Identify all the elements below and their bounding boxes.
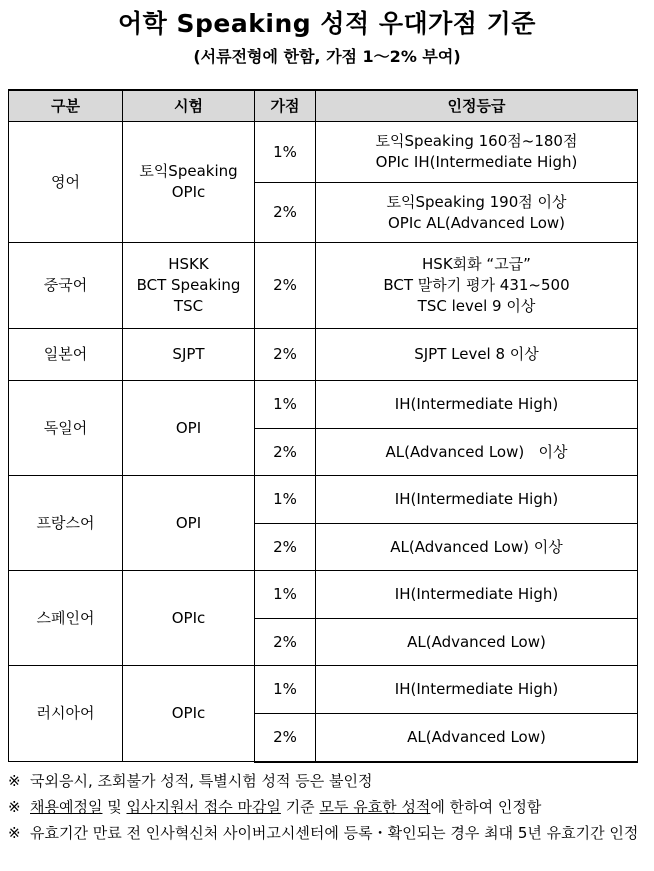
grade-japanese: SJPT Level 8 이상 xyxy=(316,329,638,381)
exam-line: TSC xyxy=(173,297,204,315)
lang-chinese: 중국어 xyxy=(9,243,123,329)
grade-russian-1: IH(Intermediate High) xyxy=(316,666,638,714)
table-row-english-1 xyxy=(9,122,638,183)
lang-japanese: 일본어 xyxy=(9,329,123,381)
table-row-german-1 xyxy=(9,381,638,429)
lang-english: 영어 xyxy=(9,122,123,243)
points-english-2: 2% xyxy=(255,183,316,243)
note-3-text: 유효기간 만료 전 인사혁신처 사이버고시센터에 등록・확인되는 경우 최대 5년 유효기간 인정 xyxy=(30,824,639,842)
header-exam: 시험 xyxy=(123,90,255,122)
grade-line: 토익Speaking 190점 이상 xyxy=(386,192,567,211)
header-grade: 인정등급 xyxy=(316,90,638,122)
points-german-1: 1% xyxy=(255,381,316,429)
points-french-1: 1% xyxy=(255,476,316,524)
grade-spanish-1: IH(Intermediate High) xyxy=(316,571,638,619)
exam-english-opic: OPIc xyxy=(171,183,206,201)
criteria-table xyxy=(8,89,638,763)
exam-line: HSKK xyxy=(168,255,209,273)
table-row-russian-1 xyxy=(9,666,638,714)
points-russian-2: 2% xyxy=(255,714,316,762)
header-points: 가점 xyxy=(255,90,316,122)
grade-french-1: IH(Intermediate High) xyxy=(316,476,638,524)
note-mark: ※ xyxy=(8,824,21,842)
exam-russian: OPIc xyxy=(123,666,255,762)
note-2 xyxy=(8,794,648,820)
exam-japanese: SJPT xyxy=(123,329,255,381)
table-row-spanish-1 xyxy=(9,571,638,619)
points-chinese: 2% xyxy=(255,243,316,329)
exam-english xyxy=(123,122,255,243)
grade-english-1 xyxy=(316,122,638,183)
note-2-t2: 기준 xyxy=(280,798,320,816)
grade-french-2: AL(Advanced Low) 이상 xyxy=(316,524,638,571)
notes xyxy=(8,768,648,846)
note-2-t1: 및 xyxy=(102,798,127,816)
exam-chinese xyxy=(123,243,255,329)
grade-english-2 xyxy=(316,183,638,243)
grade-chinese xyxy=(316,243,638,329)
note-3 xyxy=(8,820,648,846)
page-subtitle: (서류전형에 한함, 가점 1～2% 부여) xyxy=(193,47,461,66)
points-russian-1: 1% xyxy=(255,666,316,714)
lang-russian: 러시아어 xyxy=(9,666,123,762)
points-french-2: 2% xyxy=(255,524,316,571)
points-spanish-1: 1% xyxy=(255,571,316,619)
grade-line: TSC level 9 이상 xyxy=(417,297,536,315)
note-2-valid: 모두 유효한 성적 xyxy=(319,798,431,816)
points-english-1: 1% xyxy=(255,122,316,183)
table-header-row xyxy=(9,90,638,122)
note-mark: ※ xyxy=(8,798,21,816)
exam-french: OPI xyxy=(123,476,255,571)
lang-french: 프랑스어 xyxy=(9,476,123,571)
grade-russian-2: AL(Advanced Low) xyxy=(316,714,638,762)
exam-english-toeic: 토익Speaking xyxy=(139,162,238,180)
exam-line: BCT Speaking xyxy=(136,276,241,294)
points-spanish-2: 2% xyxy=(255,619,316,666)
page-title: 어학 Speaking 성적 우대가점 기준 xyxy=(118,9,536,38)
points-japanese: 2% xyxy=(255,329,316,381)
note-2-date2: 입사지원서 접수 마감일 xyxy=(126,798,281,816)
grade-spanish-2: AL(Advanced Low) xyxy=(316,619,638,666)
grade-german-2: AL(Advanced Low) 이상 xyxy=(316,429,638,476)
lang-spanish: 스페인어 xyxy=(9,571,123,666)
grade-line: HSK회화 “고급” xyxy=(422,255,531,273)
exam-german: OPI xyxy=(123,381,255,476)
header-category: 구분 xyxy=(9,90,123,122)
table-row-french-1 xyxy=(9,476,638,524)
grade-line: 토익Speaking 160점~180점 xyxy=(375,132,578,150)
note-1 xyxy=(8,768,648,794)
grade-german-1: IH(Intermediate High) xyxy=(316,381,638,429)
points-german-2: 2% xyxy=(255,429,316,476)
note-2-date1: 채용예정일 xyxy=(30,798,103,816)
exam-spanish: OPIc xyxy=(123,571,255,666)
note-2-t3: 에 한하여 인정함 xyxy=(430,798,542,816)
note-1-text: 국외응시, 조회불가 성적, 특별시험 성적 등은 불인정 xyxy=(30,772,373,790)
table-row-japanese xyxy=(9,329,638,381)
grade-line: OPIc IH(Intermediate High) xyxy=(375,153,578,171)
note-2-text xyxy=(30,794,648,820)
lang-german: 독일어 xyxy=(9,381,123,476)
table-row-chinese xyxy=(9,243,638,329)
note-mark: ※ xyxy=(8,772,21,790)
grade-line: BCT 말하기 평가 431~500 xyxy=(383,276,570,294)
grade-line: OPIc AL(Advanced Low) xyxy=(387,213,565,232)
